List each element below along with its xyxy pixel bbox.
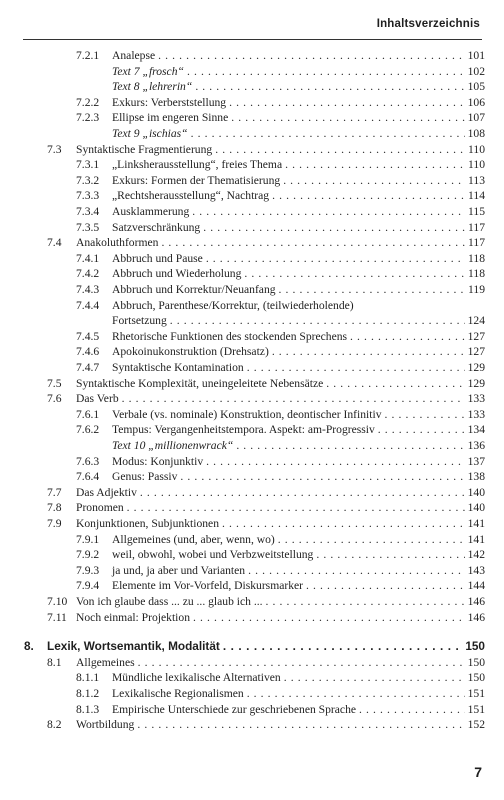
toc-entry-page: 108: [467, 127, 485, 140]
dot-leader: [187, 64, 465, 79]
toc-entry: [76, 438, 485, 453]
toc-entry-page: 105: [467, 80, 485, 94]
dot-leader: [279, 282, 465, 297]
toc-entry: [76, 173, 485, 188]
dot-leader: [306, 578, 465, 593]
dot-leader: [359, 702, 465, 717]
dot-leader: [247, 686, 465, 701]
toc-entry-number: 7.9.1: [76, 532, 100, 546]
toc-entry-number: 7.4: [47, 236, 62, 250]
toc-entry-title: ja und, ja aber und Varianten: [112, 563, 246, 577]
toc-entry-number: 7.4.4: [76, 298, 100, 312]
toc-entry-page: 141: [467, 532, 485, 546]
dot-leader: [244, 266, 465, 281]
dot-leader: [127, 500, 465, 515]
toc-entry-page: 151: [467, 702, 485, 716]
toc-entry: [47, 610, 485, 625]
dot-leader: [247, 360, 465, 375]
toc-entry-number: 8.2: [47, 718, 62, 732]
dot-leader: [161, 235, 465, 250]
toc-entry-page: 115: [468, 205, 485, 218]
toc-entry-page: 150: [467, 655, 485, 669]
toc-entry-page: 110: [468, 142, 485, 156]
toc-entry-page: 146: [467, 595, 485, 608]
toc-entry-page: 133: [467, 407, 485, 421]
header-title: Inhaltsverzeichnis: [376, 18, 480, 30]
toc-entry: [76, 532, 485, 547]
toc-entry-page: 152: [467, 718, 485, 732]
toc-entry-page: 113: [468, 173, 485, 187]
toc-entry-page: 140: [467, 501, 485, 515]
dot-leader: [278, 532, 465, 547]
toc-entry-page: 106: [467, 95, 485, 109]
dot-leader: [215, 142, 465, 157]
toc-entry: [76, 407, 485, 422]
toc-entry: [76, 547, 485, 562]
toc-entry-page: 129: [467, 361, 485, 374]
toc-entry: [76, 344, 485, 359]
toc-entry-number: 8.1: [47, 655, 62, 669]
toc-entry-title: Abbruch und Wiederholung: [112, 267, 242, 281]
toc-entry-page: 119: [468, 283, 485, 296]
dot-leader: [272, 344, 465, 359]
toc-entry: [76, 469, 485, 484]
toc-entry-number: 7.3: [47, 142, 62, 156]
dot-leader: [137, 717, 464, 732]
dot-leader: [158, 48, 464, 63]
toc-entry: [76, 95, 485, 110]
dot-leader: [350, 329, 465, 344]
toc-entry-title: Empirische Unterschiede zur geschriebenen Sprache: [112, 702, 357, 716]
toc-entry-title: Lexik, Wortsemantik, Modalität: [47, 639, 220, 654]
toc-entry: [76, 686, 485, 701]
toc-entry-page: 133: [467, 392, 485, 406]
toc-entry: [76, 204, 485, 219]
toc-entry-title: „Rechtsherausstellung“, Nachtrag: [112, 189, 270, 203]
toc-entry-page: 118: [468, 267, 485, 281]
toc-entry-title: weil, obwohl, wobei und Verbzweitstellung: [112, 548, 314, 562]
toc-entry-title: Tempus: Vergangenheitstempora. Aspekt: am-Progressiv: [112, 423, 375, 437]
toc-entry-title: Elemente im Vor-Vorfeld, Diskursmarker: [112, 579, 304, 593]
toc-entry-title: Ellipse im engeren Sinne: [112, 111, 229, 125]
dot-leader: [385, 407, 465, 422]
toc-entry-page: 150: [467, 671, 485, 685]
toc-entry: [76, 48, 485, 63]
dot-leader: [206, 454, 464, 469]
toc-entry-page: 129: [467, 376, 485, 390]
toc-entry-title: Das Verb: [76, 392, 119, 406]
toc-entry-page: 141: [467, 517, 485, 530]
toc-entry: [76, 578, 485, 593]
toc-entry-page: 107: [467, 111, 485, 125]
toc-entry: [76, 670, 485, 685]
toc-entry-page: 136: [467, 439, 485, 452]
toc-entry-title: Anakoluthformen: [76, 236, 159, 250]
toc-entry-page: 146: [467, 610, 485, 624]
toc-entry: [76, 188, 485, 203]
toc-entry-title: „Linksherausstellung“, freies Thema: [112, 158, 283, 172]
toc-entry-title: Abbruch, Parenthese/Korrektur, (teilwiederholende): [112, 298, 354, 312]
toc-entry-title: Syntaktische Kontamination: [112, 361, 244, 374]
toc-entry: [76, 454, 485, 469]
dot-leader: [378, 422, 465, 437]
dot-leader: [206, 251, 465, 266]
toc-entry-number: 7.2.1: [76, 49, 100, 62]
dot-leader: [122, 391, 465, 406]
dot-leader: [236, 438, 464, 453]
toc-entry-title: Analepse: [112, 49, 156, 62]
toc-entry-page: 101: [467, 49, 485, 62]
toc-entry-number: 7.7: [47, 485, 62, 499]
toc-entry-number: 7.4.6: [76, 345, 100, 359]
toc-entry-number: 7.6.1: [76, 407, 100, 421]
toc-entry: [76, 79, 485, 94]
toc-entry: [76, 422, 485, 437]
toc-entry: [76, 563, 485, 578]
toc-entry-title: Verbale (vs. nominale) Konstruktion, deontischer Infinitiv: [112, 407, 382, 421]
toc-entry-title: Apokoinukonstruktion (Drehsatz): [112, 345, 269, 359]
toc-entry-title: Syntaktische Komplexität, uneingeleitete Nebensätze: [76, 376, 324, 390]
toc-entry-page: 127: [467, 329, 485, 343]
toc-entry-title: Abbruch und Pause: [112, 251, 203, 265]
toc-entry-number: 7.9: [47, 517, 62, 530]
toc-entry-title: Von ich glaube dass ... zu ... glaub ich ...: [76, 595, 263, 608]
toc-entry-page: 137: [467, 454, 485, 468]
toc-entry-number: 7.6.4: [76, 470, 100, 484]
toc-entry-number: 7.4.7: [76, 361, 100, 374]
toc-entry: [47, 142, 485, 157]
toc-entry-number: 7.3.4: [76, 205, 100, 218]
toc-entry-number: 7.11: [47, 610, 67, 624]
toc-entry-title: Ausklammerung: [112, 205, 190, 218]
toc-entry-number: 7.9.3: [76, 563, 100, 577]
toc-entry: [76, 64, 485, 79]
toc-entry: [47, 655, 485, 670]
dot-leader: [203, 220, 465, 235]
dot-leader: [316, 547, 464, 562]
toc-entry-number: 7.10: [47, 595, 68, 608]
toc-entry-number: 7.3.3: [76, 189, 100, 203]
toc-entry-page: 134: [467, 423, 485, 437]
toc-entry-number: 7.8: [47, 501, 62, 515]
toc-entry-number: 7.3.5: [76, 220, 100, 234]
dot-leader: [140, 485, 465, 500]
dot-leader: [192, 204, 465, 219]
toc-entry-page: 140: [467, 485, 485, 499]
toc-entry-page: 102: [467, 64, 485, 78]
dot-leader: [170, 313, 465, 328]
toc-entry-page: 118: [468, 251, 485, 265]
toc-entry-title: Das Adjektiv: [76, 485, 137, 499]
toc-entry-page: 110: [468, 158, 485, 172]
toc-entry-page: 143: [467, 563, 485, 577]
toc-entry: [76, 313, 485, 328]
dot-leader: [231, 110, 464, 125]
toc-entry-title: Konjunktionen, Subjunktionen: [76, 517, 219, 530]
toc-entry-title: Exkurs: Verberststellung: [112, 95, 227, 109]
dot-leader: [222, 516, 465, 531]
toc-entry-title: Allgemeines: [76, 655, 135, 669]
toc-entry-number: 8.1.2: [76, 687, 100, 700]
toc-entry-title: Text 7 „frosch“: [112, 64, 184, 78]
toc-entry-number: 7.2.2: [76, 95, 100, 109]
toc-entry-title: Fortsetzung: [112, 314, 167, 328]
toc-entry-page: 124: [467, 314, 485, 328]
dot-leader: [229, 95, 465, 110]
toc-entry: [76, 329, 485, 344]
toc-entry-number: 7.4.5: [76, 329, 100, 343]
dot-leader: [284, 670, 465, 685]
dot-leader: [191, 126, 465, 141]
toc-entry: [76, 298, 485, 313]
dot-leader: [266, 594, 465, 609]
dot-leader: [193, 610, 465, 625]
toc-entry: [47, 516, 485, 531]
dot-leader: [223, 639, 462, 654]
toc-entry: [47, 500, 485, 515]
toc-entry: [47, 391, 485, 406]
dot-leader: [195, 79, 464, 94]
toc-entry-title: Genus: Passiv: [112, 470, 178, 484]
toc-entry-page: 114: [468, 189, 485, 203]
toc-entry-number: 7.4.3: [76, 283, 100, 296]
toc-entry-page: 150: [465, 639, 485, 654]
toc-entry: [47, 235, 485, 250]
toc-entry-page: 117: [468, 220, 485, 234]
toc-entry-number: 7.6.2: [76, 423, 100, 437]
toc-entry-title: Lexikalische Regionalismen: [112, 687, 244, 700]
toc-entry-title: Modus: Konjunktiv: [112, 454, 204, 468]
toc-entry-number: 7.3.1: [76, 158, 100, 172]
toc-entry-number: 7.6.3: [76, 454, 100, 468]
toc-entry-number: 7.2.3: [76, 111, 100, 125]
toc-entry-title: Text 8 „lehrerin“: [112, 80, 193, 94]
toc-entry-number: 7.9.4: [76, 579, 100, 593]
toc-entry-page: 117: [468, 236, 485, 250]
dot-leader: [272, 188, 465, 203]
toc-entry: [76, 702, 485, 717]
toc-entry: [76, 220, 485, 235]
toc-entry-title: Allgemeines (und, aber, wenn, wo): [112, 532, 275, 546]
toc-entry-title: Noch einmal: Projektion: [76, 610, 190, 624]
toc-entry: [76, 126, 485, 141]
toc-entry: [47, 376, 485, 391]
toc-entry: [47, 594, 485, 609]
dot-leader: [283, 173, 465, 188]
dot-leader: [248, 563, 465, 578]
toc-entry: [76, 110, 485, 125]
dot-leader: [180, 469, 464, 484]
toc-entry: [76, 251, 485, 266]
toc-entry: [47, 485, 485, 500]
toc-entry-page: 127: [467, 345, 485, 359]
toc-entry: [76, 360, 485, 375]
toc-entry: [47, 717, 485, 732]
toc-entry: [76, 266, 485, 281]
toc-entry-number: 8.1.1: [76, 671, 100, 685]
toc-entry-number: 7.4.1: [76, 251, 100, 265]
toc-entry-title: Exkurs: Formen der Thematisierung: [112, 173, 281, 187]
toc-entry-title: Text 9 „ischias“: [112, 127, 188, 140]
toc-entry-page: 138: [467, 470, 485, 484]
toc-entry-title: Text 10 „millionenwrack“: [112, 439, 234, 452]
toc-entry-number: 8.1.3: [76, 702, 100, 716]
toc-entry-title: Rhetorische Funktionen des stockenden Sprechens: [112, 329, 348, 343]
toc-entry-number: 7.9.2: [76, 548, 100, 562]
toc-entry-number: 7.5: [47, 376, 62, 390]
toc-entry-number: 7.4.2: [76, 267, 100, 281]
toc-entry-title: Satzverschränkung: [112, 220, 201, 234]
toc-entry-title: Mündliche lexikalische Alternativen: [112, 671, 281, 685]
toc-entry-title: Pronomen: [76, 501, 124, 515]
toc-chapter-entry: [24, 639, 485, 654]
toc-entry-number: 7.6: [47, 392, 62, 406]
dot-leader: [138, 655, 465, 670]
dot-leader: [285, 157, 465, 172]
page-number: 7: [474, 764, 482, 780]
toc-entry-title: Wortbildung: [76, 718, 135, 732]
toc-entry-page: 144: [467, 579, 485, 593]
toc-entry-title: Abbruch und Korrektur/Neuanfang: [112, 283, 276, 296]
toc-entry-number: 7.3.2: [76, 173, 100, 187]
toc-entry-number: 8.: [24, 639, 34, 654]
toc-entry-title: Syntaktische Fragmentierung: [76, 142, 213, 156]
toc-entry: [76, 282, 485, 297]
toc-entry: [76, 157, 485, 172]
dot-leader: [326, 376, 464, 391]
toc-entry-page: 142: [467, 548, 485, 562]
toc-entry-page: 151: [467, 687, 485, 700]
